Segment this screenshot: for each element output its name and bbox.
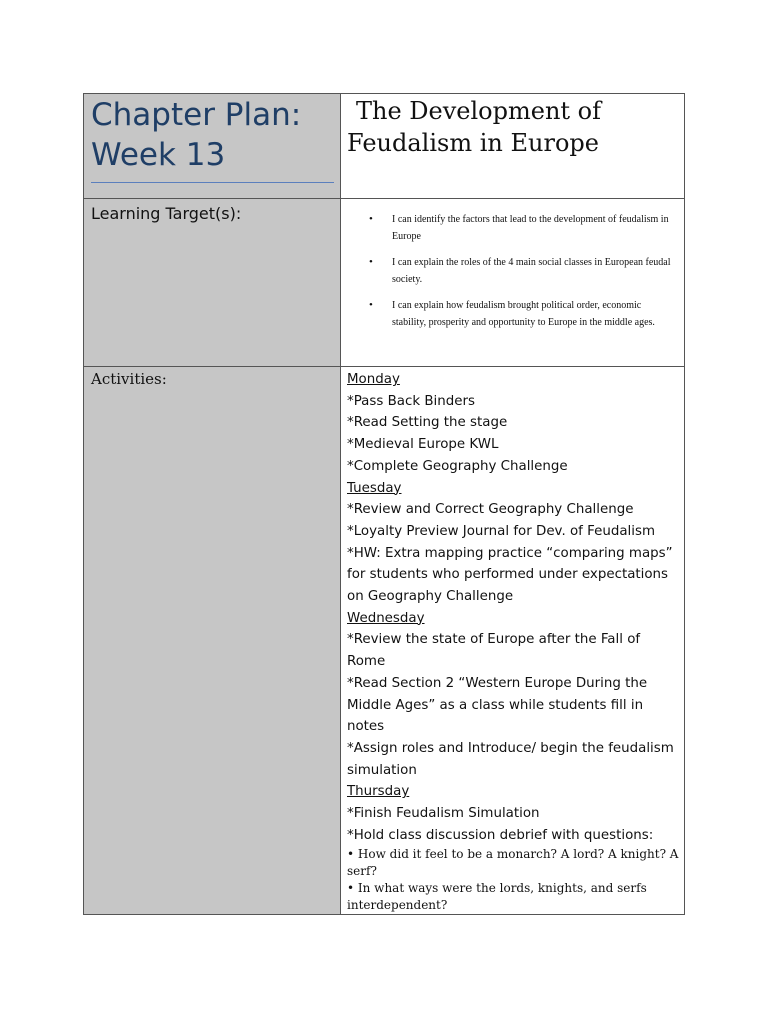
activity-item: *Loyalty Preview Journal for Dev. of Feudalism	[347, 523, 655, 539]
activities-content	[341, 367, 684, 914]
activities-label-cell	[84, 367, 341, 915]
day-heading-thursday: Thursday	[347, 784, 410, 800]
topic-title-line2: Feudalism in Europe	[347, 129, 599, 157]
learning-targets-row	[84, 199, 685, 367]
activity-item: *Finish Feudalism Simulation	[347, 806, 540, 822]
activity-item: *Medieval Europe KWL	[347, 437, 499, 453]
activity-item: *Review the state of Europe after the Fall of Rome	[347, 632, 641, 670]
chapter-title-line1: Chapter Plan:	[91, 97, 302, 133]
activity-item: *Hold class discussion debrief with questions:	[347, 827, 654, 843]
title-row	[84, 94, 685, 199]
topic-title-line1: The Development of	[356, 97, 602, 125]
learning-targets-list	[341, 211, 672, 331]
chapter-title-line2: Week 13	[91, 137, 226, 173]
activities-cell	[341, 367, 685, 915]
day-heading-tuesday: Tuesday	[347, 480, 402, 496]
learning-target-item: • I can identify the factors that lead to the development of feudalism in Europe	[392, 211, 672, 245]
day-heading-wednesday: Wednesday	[347, 610, 425, 626]
discussion-question: • How did it feel to be a monarch? A lord? A knight? A serf?	[347, 847, 679, 879]
activity-item: *Review and Correct Geography Challenge	[347, 502, 634, 518]
learning-targets-label-cell	[84, 199, 341, 367]
chapter-plan-table	[83, 93, 685, 915]
topic-title	[341, 94, 684, 159]
activity-item: *Assign roles and Introduce/ begin the feudalism simulation	[347, 740, 674, 778]
discussion-question: • In what ways were the lords, knights, and serfs interdependent?	[347, 881, 647, 913]
topic-title-cell	[341, 94, 685, 199]
activity-item: *Read Section 2 “Western Europe During the Middle Ages” as a class while students fill in notes	[347, 675, 648, 735]
activities-row	[84, 367, 685, 915]
chapter-title	[84, 94, 340, 175]
title-underline	[91, 182, 334, 183]
chapter-title-cell	[84, 94, 341, 199]
learning-target-item: • I can explain how feudalism brought political order, economic stability, prosperity and opportunity to Europe in the middle ages.	[392, 297, 672, 331]
learning-targets-label: Learning Target(s):	[91, 204, 242, 223]
activities-label: Activities:	[91, 370, 167, 388]
day-heading-monday: Monday	[347, 372, 400, 387]
activity-item: *Complete Geography Challenge	[347, 458, 568, 474]
learning-targets-cell	[341, 199, 685, 367]
activity-item: *Read Setting the stage	[347, 415, 508, 431]
activity-item: *Pass Back Binders	[347, 393, 475, 409]
activity-item: *HW: Extra mapping practice “comparing maps” for students who performed under expectations on Geography Challenge	[347, 545, 673, 605]
learning-target-item: • I can explain the roles of the 4 main social classes in European feudal society.	[392, 254, 672, 288]
